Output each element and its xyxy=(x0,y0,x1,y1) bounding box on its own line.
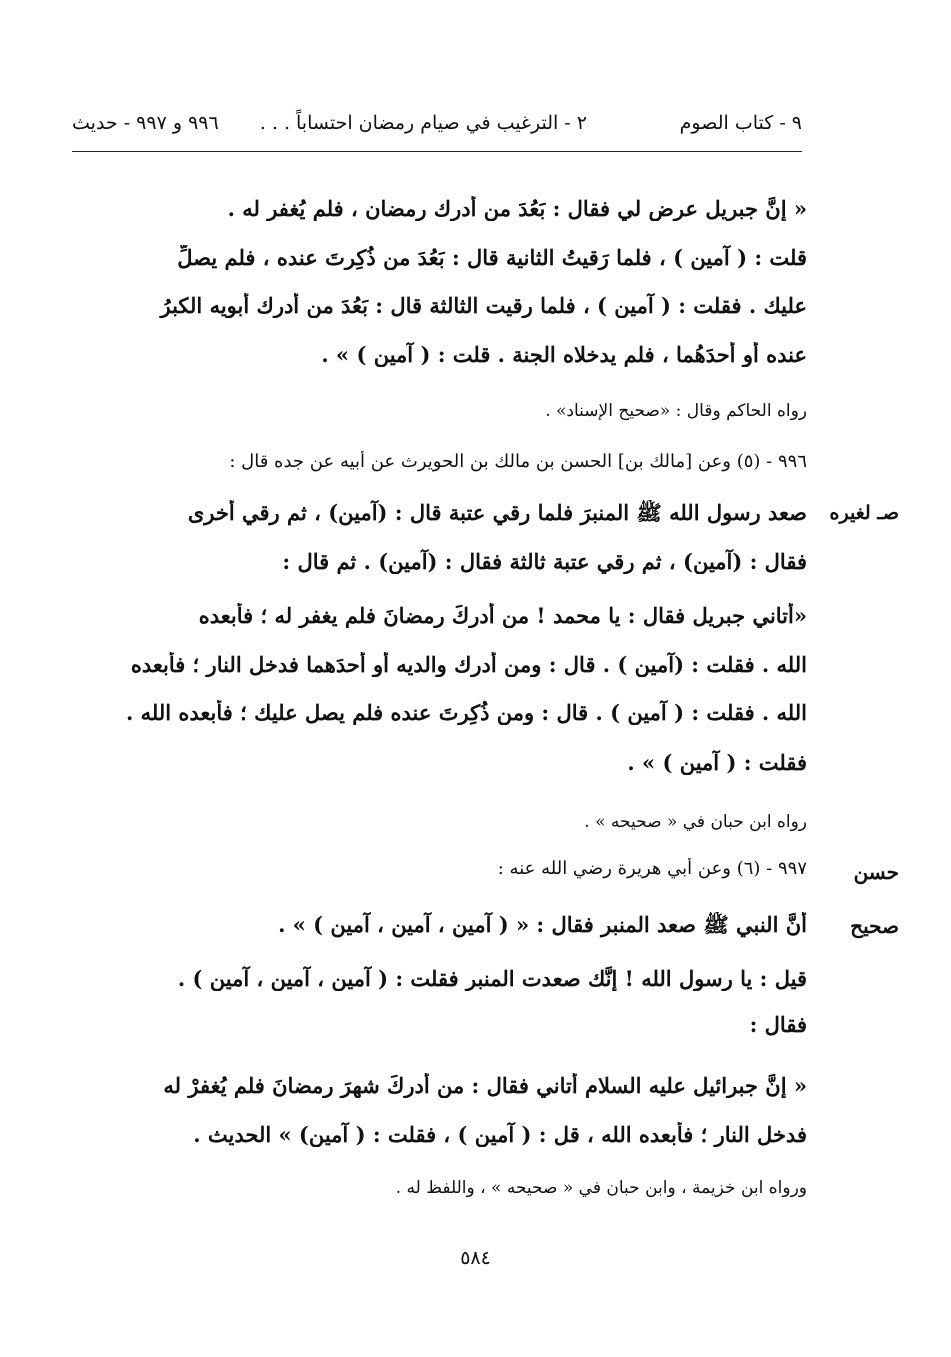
text-line: « إنَّ جبريل عرض لي فقال : بَعُدَ من أدرك رمضان ، فلم يُغفر له . xyxy=(227,196,807,221)
text-line: فقال : (آمين) ، ثم رقي عتبة ثالثة فقال : (آمين) . ثم قال : xyxy=(282,549,807,574)
header-section: ٢ - الترغيب في صيام رمضان احتساباً . . . xyxy=(259,112,587,134)
hadith-intro: ٩٩٦ - (٥) وعن [مالك بن] الحسن بن مالك بن الحويرث عن أبيه عن جده قال : xyxy=(229,451,807,472)
text-line: فدخل النار ؛ فأبعده الله ، قل : ( آمين ) ، فقلت : ( آمين) » الحديث . xyxy=(193,1122,807,1147)
margin-grade-996: صـ لغيره xyxy=(829,502,899,524)
text-line: عليك . فقلت : ( آمين ) ، فلما رقيت الثالثة قال : بَعُدَ من أدرك أبويه الكبرُ xyxy=(160,293,807,318)
margin-grade-997-hasan: حسن xyxy=(853,860,899,884)
text-line: فقلت : ( آمين ) » . xyxy=(627,750,807,775)
text-line: « إنَّ جبرائيل عليه السلام أتاني فقال : من أدركَ شهرَ رمضانَ فلم يُغفرْ له xyxy=(163,1073,807,1098)
hadith-intro: ٩٩٧ - (٦) وعن أبي هريرة رضي الله عنه : xyxy=(497,858,807,879)
text-line: أنَّ النبي ﷺ صعد المنبر فقال : « ( آمين ، آمين ، آمين ) » . xyxy=(278,912,807,937)
source-note: رواه ابن حبان في « صحيحه » . xyxy=(584,812,807,832)
header-hadith-range: ٩٩٦ و ٩٩٧ - حديث xyxy=(72,112,219,134)
text-line: قلت : ( آمين ) ، فلما رَقيتُ الثانية قال : بَعُدَ من ذُكِرتَ عنده ، فلم يصلِّ xyxy=(177,245,807,270)
source-note: ورواه ابن خزيمة ، وابن حبان في « صحيحه » ، واللفظ له . xyxy=(395,1178,807,1198)
text-line: صعد رسول الله ﷺ المنبرَ فلما رقي عتبة قال : (آمين) ، ثم رقي أخرى xyxy=(187,500,807,525)
main-text xyxy=(72,0,807,1357)
margin-grade-997-sahih: صحيح xyxy=(850,914,899,938)
text-line: الله . فقلت : ( آمين ) . قال : ومن ذُكِرتَ عنده فلم يصل عليك ؛ فأبعده الله . xyxy=(126,700,807,725)
header-chapter: ٩ - كتاب الصوم xyxy=(679,112,802,134)
text-line: الله . فقلت : (آمين ) . قال : ومن أدرك والديه أو أحدَهما فدخل النار ؛ فأبعده xyxy=(130,652,807,677)
source-note: رواه الحاكم وقال : «صحيح الإسناد» . xyxy=(545,401,807,421)
text-line: «أتاني جبريل فقال : يا محمد ! من أدركَ رمضانَ فلم يغفر له ؛ فأبعده xyxy=(198,603,807,628)
text-line: فقال : xyxy=(749,1012,807,1037)
text-line: قيل : يا رسول الله ! إنَّك صعدت المنبر فقلت : ( آمين ، آمين ، آمين ) . xyxy=(177,966,807,991)
page-number: ٥٨٤ xyxy=(460,1247,491,1269)
text-line: عنده أو أحدَهُما ، فلم يدخلاه الجنة . قلت : ( آمين ) » . xyxy=(321,342,807,367)
